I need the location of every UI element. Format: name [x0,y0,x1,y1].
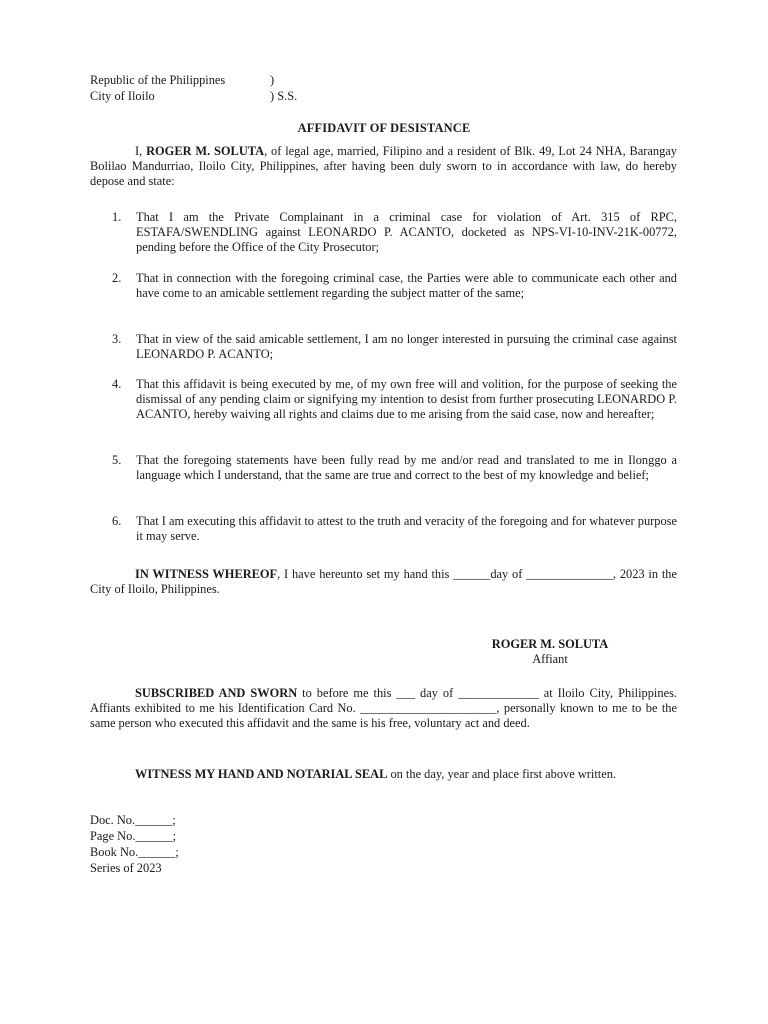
list-item [90,377,677,423]
witness-paragraph [90,567,677,597]
venue-block [90,73,297,104]
item-text: That I am executing this affidavit to attest to the truth and veracity of the foregoing and for whatever purpose it may serve. [136,514,677,544]
item-number: 4. [112,377,122,391]
page-number: Page No.______; [90,829,177,843]
item-number: 3. [112,332,122,346]
venue-ss: ) S.S. [270,88,298,103]
jurat-paragraph [90,686,677,732]
notarial-seal-heading: WITNESS MY HAND AND NOTARIAL SEAL [135,767,388,781]
signature-block [420,637,680,667]
affiant-name: ROGER M. SOLUTA [146,144,265,158]
intro-paragraph [90,144,677,190]
notarial-seal-text: on the day, year and place first above written. [387,767,617,781]
signatory-name: ROGER M. SOLUTA [491,637,609,651]
item-text: That in connection with the foregoing criminal case, the Parties were able to communicate each other and have come to an amicable settlement regarding the subject matter of the same; [136,271,677,301]
venue-bracket: ) [270,73,275,87]
witness-heading: IN WITNESS WHEREOF [135,567,278,581]
book-number: Book No.______; [90,845,179,859]
list-item [90,514,677,544]
signatory-role: Affiant [532,652,568,667]
venue-country: Republic of the Philippines [90,73,226,87]
item-number: 2. [112,271,122,285]
item-text: That in view of the said amicable settlement, I am no longer interested in pursuing the criminal case against LEONARDO P. ACANTO; [136,332,677,362]
witness-text: , I have hereunto set my hand this ______day of ______________, 2023 in the City of Iloilo, Philippines. [90,567,678,597]
intro-text: , of legal age, married, Filipino and a resident of Blk. 49, Lot 24 NHA, Barangay Bolilao Mandurriao, Iloilo City, Philippines, after having been duly sworn to in accordance with law, do hereby depose and state: [90,144,677,189]
list-item [90,453,677,483]
doc-number: Doc. No.______; [90,813,176,827]
series-year: Series of 2023 [90,861,162,875]
notarial-register [90,813,179,877]
document-title: AFFIDAVIT OF DESISTANCE [297,121,471,135]
item-number: 6. [112,514,122,528]
jurat-heading: SUBSCRIBED AND SWORN [135,686,298,700]
jurat-text: to before me this ___ day of _____________ at Iloilo City, Philippines. Affiants exhibited to me his Identification Card No. ______________________, personally known to me to be the same person who executed this affidavit and the same is his free, voluntary act and deed. [90,686,677,731]
list-item [90,210,677,256]
item-number: 5. [112,453,122,467]
notarial-seal-paragraph [90,767,677,782]
item-text: That the foregoing statements have been fully read by me and/or read and translated to me in Ilonggo a language which I understand, that the same are true and correct to the best of my knowledge and belief; [136,453,677,483]
intro-prefix: I, [135,144,147,158]
list-item [90,332,677,362]
item-text: That I am the Private Complainant in a criminal case for violation of Art. 315 of RPC, ESTAFA/SWENDLING against LEONARDO P. ACANTO, docketed as NPS-VI-10-INV-21K-00772, pending before the Office of the City Prosecutor; [136,210,677,255]
venue-city: City of Iloilo [90,88,155,103]
item-number: 1. [112,210,122,224]
list-item [90,271,677,301]
item-text: That this affidavit is being executed by me, of my own free will and volition, for the purpose of seeking the dismissal of any pending claim or signifying my intention to desist from further prosecuting LEONARDO P. ACANTO, hereby waiving all rights and claims due to me arising from the said case, now and hereafter; [136,377,677,422]
